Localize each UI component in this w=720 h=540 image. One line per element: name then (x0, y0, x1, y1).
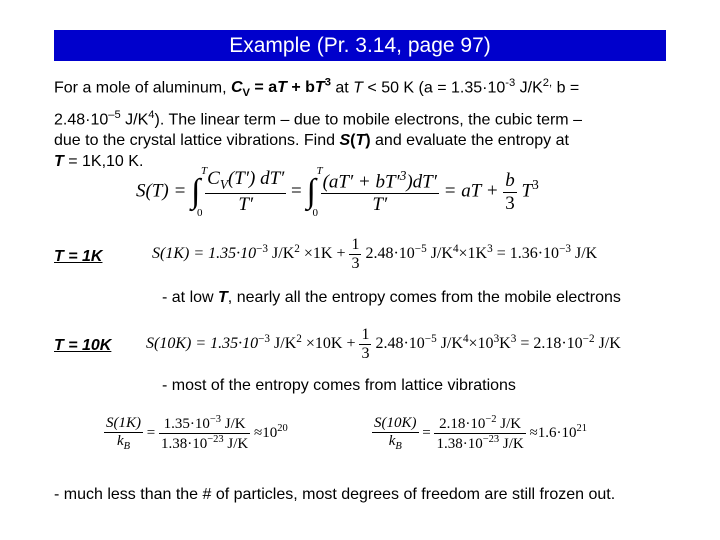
entropy-equation-1k: $S(1K) = 1.35\cdot 10^{-3}$ $J/K^2 \times 1K$ + $\frac{1}{3}$ $2.48\cdot 10^{-5}$ $J/K^4\times 1K^3 = 1.36\cdot 10^{-3}$ J/K (152, 236, 598, 272)
slide-title: Example (Pr. 3.14, page 97) (54, 30, 666, 61)
ratio-equation-10k: $\frac{S(10K)}{k_B}$ = $\frac{2.18\cdot 10^{-2} J/K}{1.38\cdot 10^{-23} J/K}$ $\approx 1.6\cdot 10^{21}$ (374, 414, 587, 452)
entropy-integral-equation: S(T) = ∫ T 0 $\frac{C_V(T') dT'}{T'}$ = ∫ T 0 $\frac{(aT' + bT'^3)dT'}{T'}$ = aT + $\frac{b}{3}$ $T^3$ (136, 165, 539, 220)
integral-sign: ∫ T 0 (306, 165, 323, 220)
integral-sign: ∫ T 0 (191, 165, 208, 220)
conclusion-text: - much less than the # of particles, most degrees of freedom are still frozen out. (54, 486, 616, 503)
note-10k: - most of the entropy comes from lattice vibrations (162, 377, 516, 394)
entropy-equation-10k: $S(10K) = 1.35\cdot 10^{-3}$ $J/K^2 \times 10K$ + $\frac{1}{3}$ $2.48\cdot 10^{-5}$ $J/K^4\times 10^3K^3 = 2.18\cdot 10^{-2}$ J/K (146, 326, 621, 362)
ratio-equation-1k: $\frac{S(1K)}{k_B}$ = $\frac{1.35\cdot 10^{-3} J/K}{1.38\cdot 10^{-23} J/K}$ $\approx 10^{20}$ (106, 414, 288, 452)
case-label-1k: T = 1K (54, 248, 103, 265)
note-1k: - at low T, nearly all the entropy comes from the mobile electrons (162, 289, 621, 306)
case-label-10k: T = 10K (54, 337, 112, 354)
problem-statement: For a mole of aluminum, $C_V$ = aT + $bT^3$ at T < 50 K ($a = 1.35\cdot 10^{-3}$ $J/K^{2,}$ b = $2.48\cdot 10^{-5}$ $J/K^4$). The linear term – due to mobile electrons, the cubic term – due to the crystal lattice vibrations. Find S(T) and evaluate the entropy at T = 1K,10 K. (54, 77, 582, 170)
